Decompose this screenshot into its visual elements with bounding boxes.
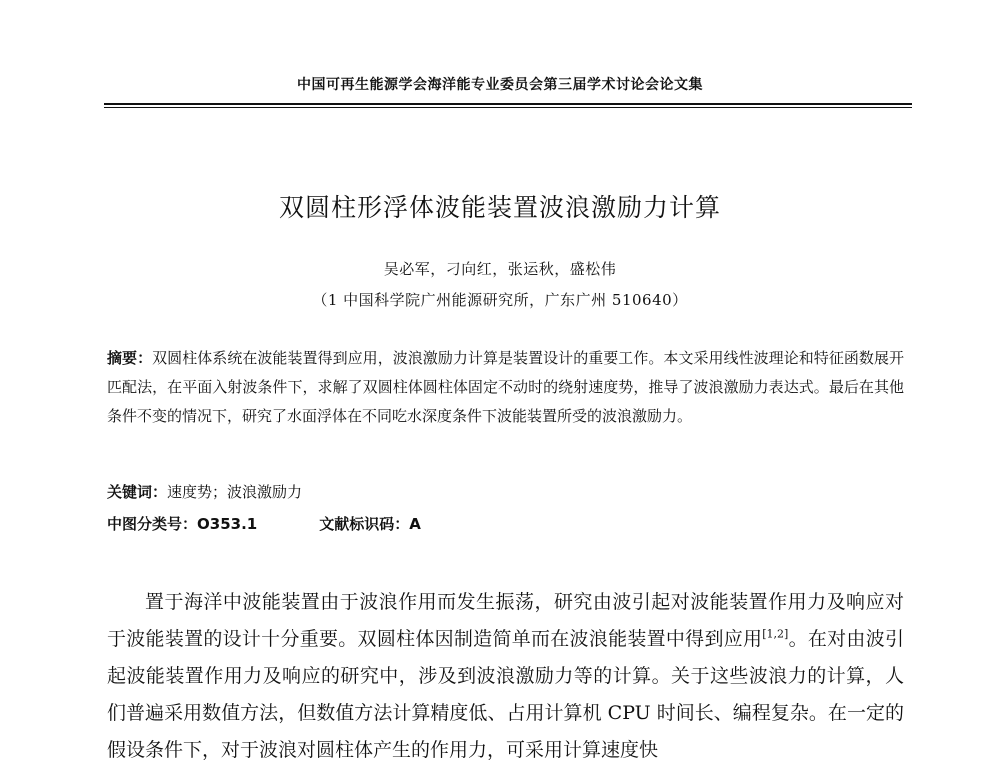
doc-code-value: A	[409, 515, 421, 533]
keywords-label: 关键词：	[107, 483, 168, 501]
doc-code-label: 文献标识码：	[319, 515, 410, 533]
abstract-text: 双圆柱体系统在波能装置得到应用，波浪激励力计算是装置设计的重要工作。本文采用线性波理论和特征函数展开匹配法，在平面入射波条件下，求解了双圆柱体圆柱体固定不动时的绕射速度势，推导了波浪激励力表达式。最后在其他条件不变的情况下，研究了水面浮体在不同吃水深度条件下波能装置所受的波浪激励力。	[107, 349, 904, 425]
body-text-part1: 置于海洋中波能装置由于波浪作用而发生振荡，研究由波引起对波能装置作用力及响应对于波能装置的设计十分重要。双圆柱体因制造简单而在波浪能装置中得到应用	[107, 591, 904, 650]
header-rule	[104, 103, 912, 105]
header-rule-thin	[104, 107, 912, 108]
body-text-part2: 。在对由波引起波能装置作用力及响应的研究中，涉及到波浪激励力等的计算。关于这些波浪力的计算，人们普遍采用数值方法，但数值方法计算精度低、占用计算机 CPU 时间长、编程复杂。在一定的假设条件下，对于波浪对圆柱体产生的作用力，可采用计算速度快	[107, 628, 904, 760]
abstract-label: 摘要：	[107, 349, 153, 367]
author-list: 吴必军，刁向红，张运秋，盛松伟	[383, 260, 617, 278]
running-header: 中国可再生能源学会海洋能专业委员会第三届学术讨论会论文集	[297, 77, 703, 93]
abstract	[107, 344, 904, 431]
keywords-text: 速度势；波浪激励力	[167, 483, 303, 501]
clc-label: 中图分类号：	[107, 515, 198, 533]
keywords	[107, 481, 302, 502]
clc-value: O353.1	[197, 515, 258, 533]
author-affiliation: （1 中国科学院广州能源研究所，广东广州 510640）	[312, 291, 688, 309]
body-paragraph	[107, 584, 904, 760]
classification-line	[107, 513, 421, 534]
citation-reference: [1,2]	[762, 627, 789, 641]
paper-title: 双圆柱形浮体波能装置波浪激励力计算	[278, 193, 721, 222]
